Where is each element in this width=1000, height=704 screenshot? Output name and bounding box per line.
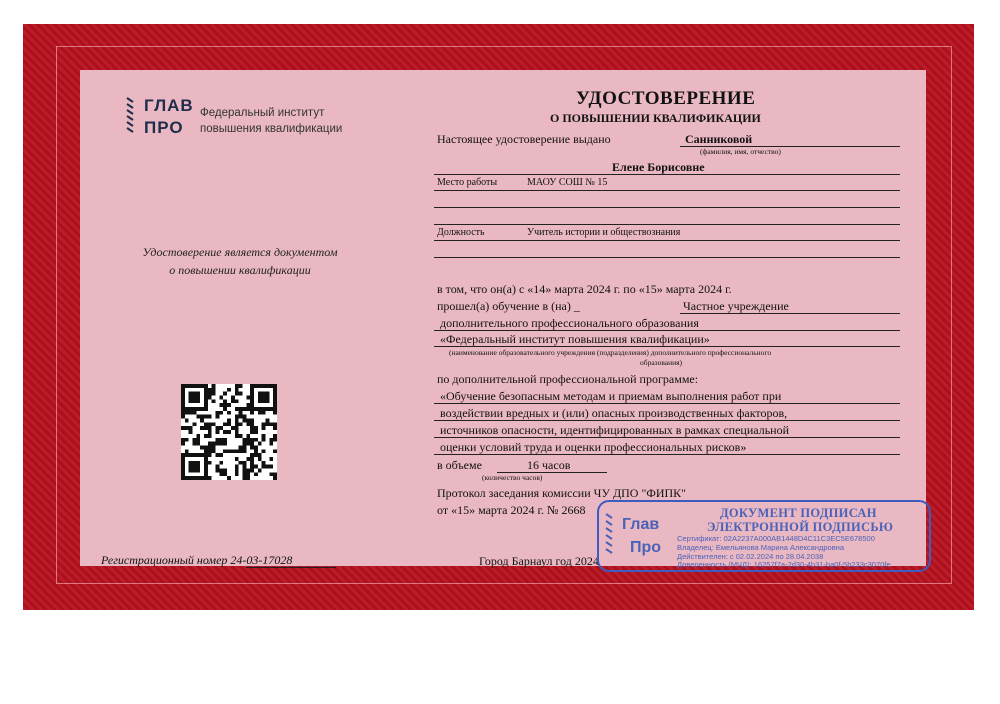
protocol-line2: от «15» марта 2024 г. № 2668 xyxy=(437,503,586,517)
stamp-logo-mark-icon xyxy=(605,512,613,556)
holder-name: Елене Борисовне xyxy=(612,160,705,174)
stamp-owner: Владелец: Емельянова Марина Александровна xyxy=(677,543,845,552)
workplace-underline-3 xyxy=(434,224,900,225)
workplace-value: МАОУ СОШ № 15 xyxy=(527,177,608,188)
institution-line3: «Федеральный институт повышения квалификации» xyxy=(440,332,710,346)
certificate-subtitle: О ПОВЫШЕНИИ КВАЛИФИКАЦИИ xyxy=(550,111,761,125)
logo-word-line1: ГЛАВ xyxy=(144,96,194,115)
program-label: по дополнительной профессиональной программе: xyxy=(437,372,699,386)
position-underline-1 xyxy=(434,240,900,241)
electronic-signature-stamp xyxy=(597,500,931,572)
institution-line2: дополнительного профессионального образования xyxy=(440,316,699,330)
certificate-title: УДОСТОВЕРЕНИЕ xyxy=(576,88,756,109)
institution-caption-2: образования) xyxy=(640,358,683,367)
org-description xyxy=(200,105,342,137)
position-underline-2 xyxy=(434,257,900,258)
training-period: в том, что он(а) с «14» марта 2024 г. по «15» марта 2024 г. xyxy=(437,282,732,296)
program-underline-3 xyxy=(434,437,900,438)
stamp-logo-line1: Глав xyxy=(622,516,660,533)
stamp-validity: Действителен: с 02.02.2024 по 28.04.2038 xyxy=(677,552,824,561)
volume-value: 16 часов xyxy=(527,458,571,472)
protocol-line1: Протокол заседания комиссии ЧУ ДПО "ФИПК" xyxy=(437,486,687,500)
institution-caption-1: (наименование образовательного учреждения (подразделения) дополнительного профессионального xyxy=(449,348,772,357)
left-note xyxy=(120,243,360,279)
workplace-label: Место работы xyxy=(437,177,498,188)
institution-underline-2 xyxy=(434,330,900,331)
institution-underline-3 xyxy=(434,346,900,347)
program-line2: воздействии вредных и (или) опасных производственных факторов, xyxy=(440,406,788,420)
program-underline-4 xyxy=(434,454,900,455)
org-desc-line2: повышения квалификации xyxy=(200,123,343,135)
program-line3: источников опасности, идентифицированных в рамках специальной xyxy=(440,423,790,437)
workplace-underline-2 xyxy=(434,207,900,208)
program-line4: оценки условий труда и оценки профессиональных рисков» xyxy=(440,440,747,454)
stamp-certificate: Сертификат: 02A2237A000AB1448D4C11C3EC5E678500 xyxy=(677,534,875,543)
left-note-line1: Удостоверение является документом xyxy=(142,245,338,259)
stamp-proxy: Доверенность (МЧД): 16257f7a-2d30-4b31-ba0f-5b233c3070fe xyxy=(677,560,891,569)
city-year: Город Барнаул год 2024 xyxy=(479,554,599,568)
stamp-logo-line2: Про xyxy=(630,539,662,556)
program-underline-2 xyxy=(434,420,900,421)
stamp-title-line2: ЭЛЕКТРОННОЙ ПОДПИСЬЮ xyxy=(707,520,894,534)
name-underline xyxy=(434,174,900,175)
position-label: Должность xyxy=(437,227,485,238)
issued-label: Настоящее удостоверение выдано xyxy=(437,132,611,146)
stamp-title-line1: ДОКУМЕНТ ПОДПИСАН xyxy=(720,506,877,520)
workplace-underline-1 xyxy=(434,190,900,191)
surname-caption: (фамилия, имя, отчество) xyxy=(700,147,781,156)
org-desc-line1: Федеральный институт xyxy=(200,107,325,119)
volume-caption: (количество часов) xyxy=(482,473,543,482)
registration-underline xyxy=(246,567,336,568)
program-line1: «Обучение безопасным методам и приемам выполнения работ при xyxy=(440,389,782,403)
passed-label: прошел(а) обучение в (на) _ xyxy=(437,299,580,313)
volume-label: в объеме xyxy=(437,458,482,472)
position-value: Учитель истории и обществознания xyxy=(527,227,681,238)
left-note-line2: о повышении квалификации xyxy=(169,263,311,277)
institution-line1: Частное учреждение xyxy=(683,299,789,313)
qr-code-icon xyxy=(181,384,277,480)
program-underline-1 xyxy=(434,403,900,404)
holder-surname: Санниковой xyxy=(685,132,753,146)
glavpro-logo-mark-icon xyxy=(126,96,134,136)
institution-underline-1 xyxy=(680,313,900,314)
logo-word-line2: ПРО xyxy=(144,118,184,137)
registration-number: Регистрационный номер 24-03-17028 xyxy=(101,553,293,567)
